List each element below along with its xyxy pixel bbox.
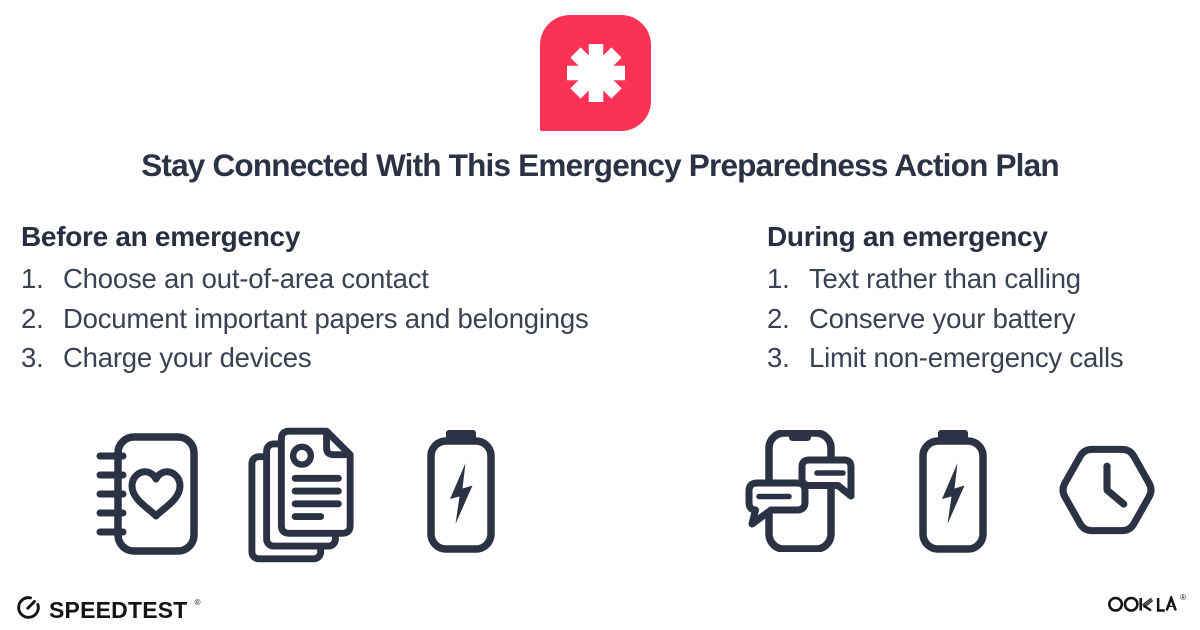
list-item <box>21 338 589 378</box>
speedtest-logo <box>15 594 200 626</box>
list-item-text: Charge your devices <box>63 342 312 374</box>
list-item <box>21 299 589 339</box>
list-item <box>767 338 1123 378</box>
list-item-text: Choose an out-of-area contact <box>63 263 429 294</box>
list-item-text: Text rather than calling <box>809 263 1081 294</box>
contact-book-heart-icon <box>96 432 198 556</box>
ookla-trademark-mark: ® <box>1180 593 1186 602</box>
list-item <box>21 259 589 299</box>
before-emergency-section <box>21 219 589 378</box>
battery-charge-icon <box>915 428 991 554</box>
during-emergency-heading: During an emergency <box>767 221 1048 252</box>
list-item-number: 2. <box>767 302 790 334</box>
page-title: Stay Connected With This Emergency Preparedness Action Plan <box>141 147 1059 183</box>
before-emergency-heading: Before an emergency <box>21 221 301 252</box>
speedtest-wordmark: SPEEDTEST <box>49 596 188 623</box>
list-item <box>767 299 1123 339</box>
phone-messages-icon <box>745 430 855 552</box>
list-item <box>767 259 1123 299</box>
list-item-text: Limit non-emergency calls <box>809 342 1124 374</box>
during-emergency-section <box>767 219 1123 378</box>
list-item-text: Document important papers and belongings <box>63 302 589 334</box>
list-item-text: Conserve your battery <box>809 302 1076 334</box>
asterisk-speech-bubble-icon <box>540 15 651 131</box>
before-emergency-list <box>21 259 589 378</box>
clock-hexagon-icon <box>1048 437 1166 543</box>
speedtest-gauge-icon <box>15 594 42 626</box>
list-item-number: 1. <box>767 263 790 294</box>
list-item-number: 2. <box>21 302 44 334</box>
list-item-number: 3. <box>767 342 790 374</box>
list-item-number: 1. <box>21 263 44 294</box>
documents-stack-icon <box>246 426 358 564</box>
ookla-logo <box>1108 593 1186 613</box>
speedtest-trademark-mark: ® <box>194 598 201 607</box>
battery-charge-icon <box>423 428 499 554</box>
ookla-wordmark-icon <box>1108 596 1178 613</box>
during-emergency-list <box>767 259 1123 378</box>
list-item-number: 3. <box>21 342 44 374</box>
